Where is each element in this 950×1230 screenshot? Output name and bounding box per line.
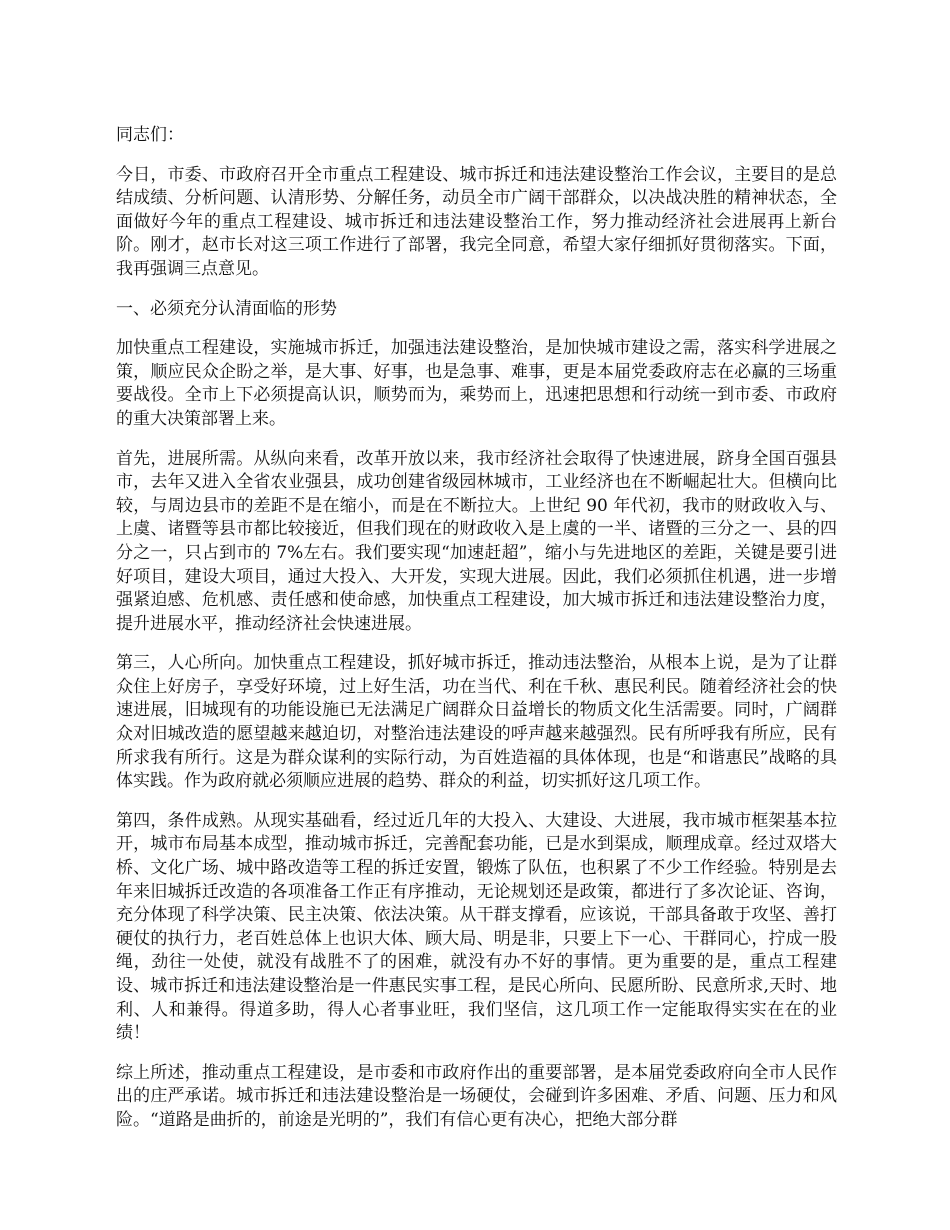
section-heading: 一、必须充分认清面临的形势 xyxy=(116,298,337,319)
opening-paragraph: 今日，市委、市政府召开全市重点工程建设、城市拆迁和违法建设整治工作会议，主要目的是总结成绩、分析问题、认清形势、分解任务，动员全市广阔干部群众，以决战决胜的精神状态，全面做好今年的重点工程建设、城市拆迁和违法建设整治工作，努力推动经济社会进展再上新台阶。刚才，赵市长对这三项工作进行了部署，我完全同意，希望大家仔细抓好贯彻落实。下面，我再强调三点意见。 xyxy=(116,164,837,279)
body-paragraph: 第四，条件成熟。从现实基础看，经过近几年的大投入、大建设、大进展，我市城市框架基本拉开，城市布局基本成型，推动城市拆迁，完善配套功能，已是水到渠成，顺理成章。经过双塔大桥、文化广场、城中路改造等工程的拆迁安置，锻炼了队伍，也积累了不少工作经验。特别是去年来旧城拆迁改造的各项准备工作正有序推动，无论规划还是政策，都进行了多次论证、咨询，充分体现了科学决策、民主决策、依法决策。从干群支撑看，应该说，干部具备敢于攻坚、善打硬仗的执行力，老百姓总体上也识大体、顾大局、明是非，只要上下一心、干群同心，拧成一股绳，劲往一处使，就没有战胜不了的困难，就没有办不好的事情。更为重要的是，重点工程建设、城市拆迁和违法建设整治是一件惠民实事工程，是民心所向、民愿所盼、民意所求,天时、地利、人和兼得。得道多助，得人心者事业旺，我们坚信，这几项工作一定能取得实实在在的业绩！ xyxy=(116,810,837,1044)
body-paragraph: 综上所述，推动重点工程建设，是市委和市政府作出的重要部署，是本届党委政府向全市人民作出的庄严承诺。城市拆迁和违法建设整治是一场硬仗，会碰到许多困难、矛盾、问题、压力和风险。“道路是曲折的，前途是光明的”，我们有信心更有决心，把绝大部分群 xyxy=(116,1062,837,1130)
greeting-line: 同志们： xyxy=(116,125,184,145)
body-paragraph: 第三，人心所向。加快重点工程建设，抓好城市拆迁，推动违法整治，从根本上说，是为了让群众住上好房子，享受好环境，过上好生活，功在当代、利在千秋、惠民利民。随着经济社会的快速进展，旧城现有的功能设施已无法满足广阔群众日益增长的物质文化生活需要。同时，广阔群众对旧城改造的愿望越来越迫切，对整治违法建设的呼声越来越强烈。民有所呼我有所应，民有所求我有所行。这是为群众谋利的实际行动，为百姓造福的具体体现，也是“和谐惠民”战略的具体实践。作为政府就必须顺应进展的趋势、群众的利益，切实抓好这几项工作。 xyxy=(116,653,837,792)
body-paragraph: 首先，进展所需。从纵向来看，改革开放以来，我市经济社会取得了快速进展，跻身全国百强县市，去年又进入全省农业强县，成功创建省级园林城市，工业经济也在不断崛起壮大。但横向比较，与周边县市的差距不是在缩小，而是在不断拉大。上世纪 90 年代初，我市的财政收入与、上虞、诸暨等县市都比较接近，但我们现在的财政收入是上虞的一半、诸暨的三分之一、县的四分之一，只占到市的 7%左右。我们要实现“加速赶超”，缩小与先进地区的差距，关键是要引进好项目，建设大项目，通过大投入、大开发，实现大进展。因此，我们必须抓住机遇，进一步增强紧迫感、危机感、责任感和使命感，加快重点工程建设，加大城市拆迁和违法建设整治力度，提升进展水平，推动经济社会快速进展。 xyxy=(116,448,837,634)
body-paragraph: 加快重点工程建设，实施城市拆迁，加强违法建设整治，是加快城市建设之需，落实科学进展之策，顺应民众企盼之举，是大事、好事，也是急事、难事，更是本届党委政府志在必赢的三场重要战役。全市上下必须提高认识，顺势而为，乘势而上，迅速把思想和行动统一到市委、市政府的重大决策部署上来。 xyxy=(116,338,837,429)
